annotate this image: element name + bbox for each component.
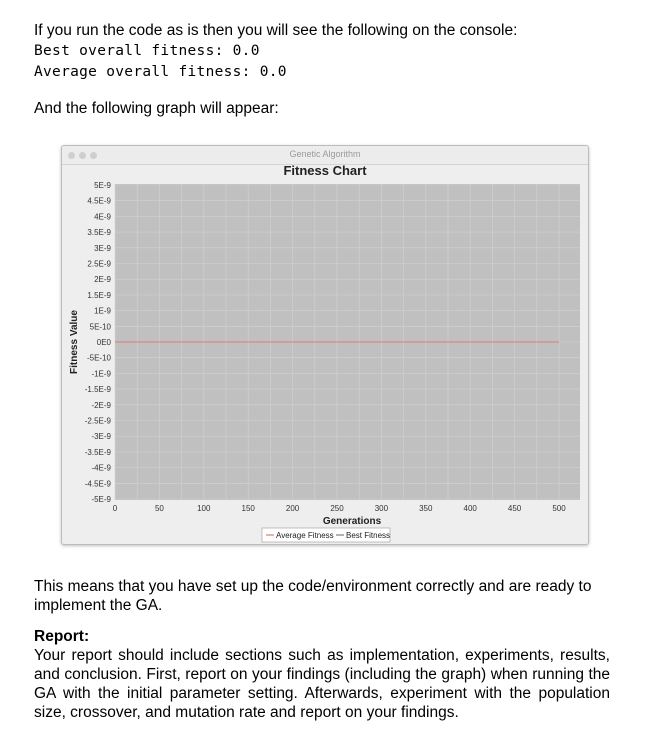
y-tick-label: -2E-9 [91,400,111,410]
window-title: Genetic Algorithm [289,149,361,159]
console-best-fitness: Best overall fitness: 0.0 [34,43,260,59]
report-body: Your report should include sections such as implementation, experiments, results, and conclusion. First, report on your findings (including the graph) when running the GA with the initial parameter setting. Afterwards, experiment with the population size, crossover, and mutation rate and report on your findings. [34,647,610,721]
x-tick-label: 400 [463,504,477,513]
legend-entry: Best Fitness [346,531,391,540]
y-tick-label: 0E0 [96,338,111,347]
console-average-fitness: Average overall fitness: 0.0 [34,64,287,80]
y-tick-label: 3E-9 [94,243,111,253]
chart-window [61,145,589,545]
intro-text: If you run the code as is then you will see the following on the console: [34,22,518,39]
fitness-chart [62,146,588,544]
x-tick-label: 450 [507,504,522,513]
y-tick-label: 3.5E-9 [87,228,111,238]
y-tick-label: 5E-9 [94,181,111,190]
y-tick-label: -3E-9 [91,432,111,442]
outro-text: This means that you have set up the code/environment correctly and are ready to implement the GA. [34,578,592,614]
graph-intro-text: And the following graph will appear: [34,100,279,117]
y-tick-label: -4.5E-9 [84,479,111,489]
chart-title: Fitness Chart [283,163,367,178]
y-tick-label: 2E-9 [94,275,111,285]
x-tick-label: 300 [374,504,389,513]
y-tick-label: -5E-10 [86,353,111,363]
report-heading: Report: [34,628,90,645]
x-tick-label: 200 [285,504,300,513]
x-tick-label: 350 [419,504,433,513]
x-tick-label: 0 [112,504,118,513]
y-tick-label: -4E-9 [91,463,111,473]
y-tick-label: -1.5E-9 [84,385,111,395]
x-tick-label: 500 [552,504,566,513]
y-tick-label: 1E-9 [94,306,111,316]
report-section [34,627,610,722]
x-tick-label: 100 [197,504,211,513]
x-axis-label: Generations [322,516,382,527]
x-tick-label: 50 [154,504,164,513]
y-tick-label: 5E-10 [89,322,111,332]
y-tick-label: -2.5E-9 [84,416,111,426]
y-tick-label: -1E-9 [91,369,111,379]
x-tick-label: 150 [241,504,255,513]
y-tick-label: 2.5E-9 [87,259,111,269]
y-tick-label: 1.5E-9 [87,290,111,300]
y-tick-label: -5E-9 [91,495,111,504]
x-tick-label: 250 [330,504,344,513]
y-tick-label: 4.5E-9 [87,196,111,206]
y-axis-label: Fitness Value [69,310,80,374]
y-tick-label: 4E-9 [94,212,111,222]
y-tick-label: -3.5E-9 [84,447,111,457]
legend-entry: Average Fitness [276,531,334,540]
